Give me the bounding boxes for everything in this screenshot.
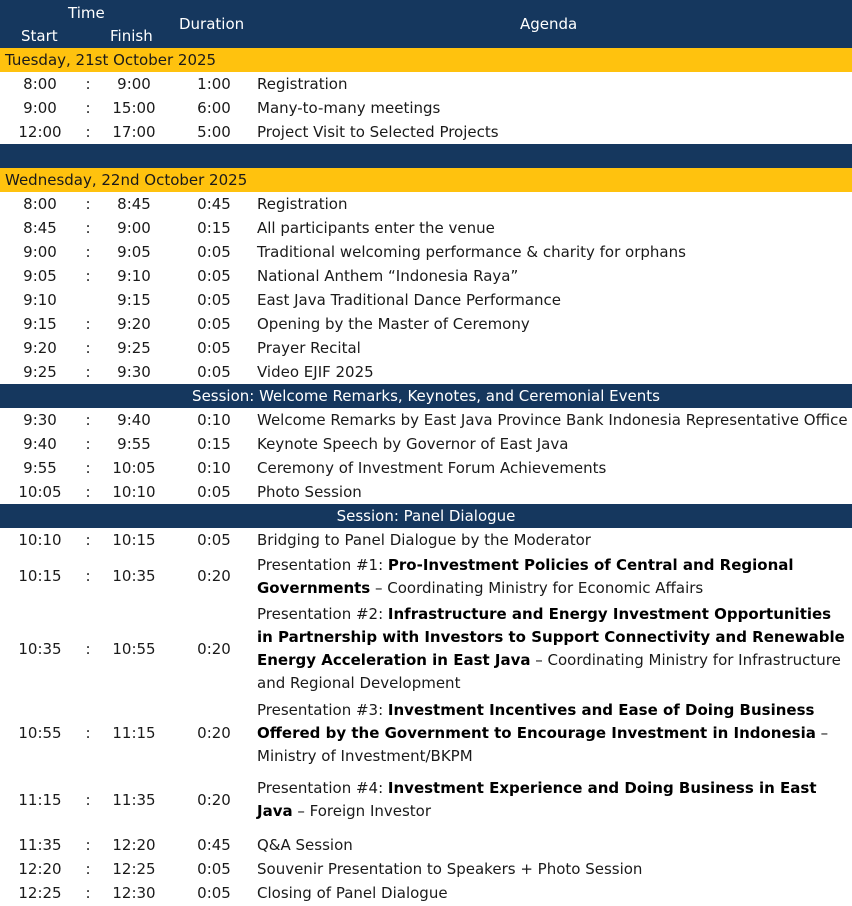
time-header: Time bbox=[68, 4, 105, 22]
finish-time: 15:00 bbox=[112, 98, 156, 117]
duration: 0:10 bbox=[197, 458, 231, 477]
finish-time: 10:15 bbox=[112, 530, 156, 549]
duration: 0:05 bbox=[197, 242, 231, 261]
finish-time: 9:10 bbox=[117, 266, 151, 285]
start-time: 11:35 bbox=[18, 835, 62, 854]
table-header bbox=[0, 0, 852, 48]
finish-time: 9:20 bbox=[117, 314, 151, 333]
finish-time: 9:05 bbox=[117, 242, 151, 261]
duration: 0:05 bbox=[197, 530, 231, 549]
time-separator: : bbox=[85, 122, 91, 141]
agenda-text: Closing of Panel Dialogue bbox=[257, 883, 448, 902]
presentation-presenter: – Coordinating Ministry for Infrastructure and Regional Development bbox=[257, 651, 841, 692]
finish-time: 9:00 bbox=[117, 74, 151, 93]
agenda-text bbox=[257, 769, 852, 831]
finish-time: 9:25 bbox=[117, 338, 151, 357]
session-title: Session: Welcome Remarks, Keynotes, and Ceremonial Events bbox=[192, 386, 660, 405]
presentation-presenter: – Coordinating Ministry for Economic Affairs bbox=[370, 578, 704, 597]
finish-time: 9:00 bbox=[117, 218, 151, 237]
table-row bbox=[0, 769, 852, 831]
table-row bbox=[0, 240, 852, 264]
start-time: 10:15 bbox=[18, 567, 62, 585]
agenda-text: Many-to-many meetings bbox=[257, 98, 441, 117]
time-separator: : bbox=[85, 458, 91, 477]
duration: 0:15 bbox=[197, 434, 231, 453]
table-row bbox=[0, 288, 852, 312]
start-time: 10:55 bbox=[18, 723, 62, 742]
presentation-label: Presentation #4: bbox=[257, 779, 388, 797]
finish-time: 9:40 bbox=[117, 410, 151, 429]
finish-time: 11:15 bbox=[112, 723, 156, 742]
duration: 1:00 bbox=[197, 74, 231, 93]
time-separator: : bbox=[85, 530, 91, 549]
finish-time: 10:35 bbox=[112, 567, 156, 585]
session-title: Session: Panel Dialogue bbox=[336, 506, 516, 525]
presentation-title: Investment Incentives and Ease of Doing Business Offered by the Government to Encourage Investment in Indonesia bbox=[257, 700, 816, 742]
duration: 0:45 bbox=[197, 194, 231, 213]
duration: 0:10 bbox=[197, 410, 231, 429]
finish-time: 10:55 bbox=[112, 639, 156, 658]
time-separator: : bbox=[85, 242, 91, 261]
finish-time: 10:05 bbox=[112, 458, 156, 477]
time-separator: : bbox=[85, 434, 91, 453]
duration: 6:00 bbox=[197, 98, 231, 117]
time-separator: : bbox=[85, 266, 91, 285]
session-header-welcome bbox=[0, 384, 852, 408]
start-time: 10:10 bbox=[18, 530, 62, 549]
finish-time: 11:35 bbox=[112, 790, 156, 809]
time-separator: : bbox=[85, 859, 91, 878]
start-time: 9:05 bbox=[23, 266, 57, 285]
time-separator: : bbox=[85, 482, 91, 501]
table-row bbox=[0, 312, 852, 336]
finish-time: 12:30 bbox=[112, 883, 156, 902]
date-row-day1 bbox=[0, 48, 852, 72]
start-time: 9:55 bbox=[23, 458, 57, 477]
duration: 0:05 bbox=[197, 314, 231, 333]
start-time: 11:15 bbox=[18, 790, 62, 809]
agenda-text: Registration bbox=[257, 74, 348, 93]
time-separator: : bbox=[85, 790, 91, 809]
duration: 0:05 bbox=[197, 859, 231, 878]
table-row bbox=[0, 264, 852, 288]
start-time: 10:05 bbox=[18, 482, 62, 501]
start-time: 12:20 bbox=[18, 859, 62, 878]
agenda-text: Keynote Speech by Governor of East Java bbox=[257, 434, 569, 453]
agenda-text: Ceremony of Investment Forum Achievements bbox=[257, 458, 607, 477]
table-row bbox=[0, 881, 852, 905]
duration: 0:05 bbox=[197, 883, 231, 902]
start-time: 9:30 bbox=[23, 410, 57, 429]
date-row-day2 bbox=[0, 168, 852, 192]
agenda-text: Photo Session bbox=[257, 482, 362, 501]
table-row bbox=[0, 96, 852, 120]
table-row bbox=[0, 72, 852, 96]
time-separator: : bbox=[85, 883, 91, 902]
agenda-text: East Java Traditional Dance Performance bbox=[257, 290, 561, 309]
presentation-title: Infrastructure and Energy Investment Opportunities in Partnership with Investors to Support Connectivity and Renewable Energy Acceleration in East Java bbox=[257, 605, 845, 669]
agenda-text: Opening by the Master of Ceremony bbox=[257, 314, 530, 333]
start-time: 8:00 bbox=[23, 194, 57, 213]
time-separator: : bbox=[85, 835, 91, 854]
start-time: 9:15 bbox=[23, 314, 57, 333]
table-row bbox=[0, 432, 852, 456]
finish-header: Finish bbox=[110, 27, 153, 45]
session-header-panel bbox=[0, 504, 852, 528]
start-time: 9:10 bbox=[23, 290, 57, 309]
agenda-header: Agenda bbox=[520, 15, 578, 33]
start-time: 12:00 bbox=[18, 122, 62, 141]
start-header: Start bbox=[21, 27, 58, 45]
start-time: 9:00 bbox=[23, 242, 57, 261]
time-separator: : bbox=[85, 639, 91, 658]
time-separator bbox=[80, 288, 96, 312]
table-row bbox=[0, 216, 852, 240]
table-row bbox=[0, 408, 852, 432]
presentation-label: Presentation #3: bbox=[257, 700, 388, 719]
time-separator: : bbox=[85, 194, 91, 213]
duration: 0:05 bbox=[197, 362, 231, 381]
time-separator: : bbox=[85, 723, 91, 742]
time-separator: : bbox=[85, 567, 91, 585]
duration: 0:15 bbox=[197, 218, 231, 237]
agenda-text: National Anthem “Indonesia Raya” bbox=[257, 266, 519, 285]
duration: 0:20 bbox=[197, 790, 231, 809]
start-time: 9:40 bbox=[23, 434, 57, 453]
table-row bbox=[0, 480, 852, 504]
duration: 5:00 bbox=[197, 122, 231, 141]
presentation-presenter: – Foreign Investor bbox=[292, 802, 432, 820]
time-separator: : bbox=[85, 362, 91, 381]
duration: 0:45 bbox=[197, 835, 231, 854]
time-separator: : bbox=[85, 314, 91, 333]
duration: 0:05 bbox=[197, 290, 231, 309]
table-row bbox=[0, 360, 852, 384]
start-time: 9:25 bbox=[23, 362, 57, 381]
day-divider bbox=[0, 144, 852, 168]
agenda-text: All participants enter the venue bbox=[257, 218, 495, 237]
table-row bbox=[0, 120, 852, 144]
finish-time: 9:30 bbox=[117, 362, 151, 381]
start-time: 9:00 bbox=[23, 98, 57, 117]
table-row bbox=[0, 552, 852, 601]
agenda-text: Bridging to Panel Dialogue by the Moderator bbox=[257, 530, 591, 549]
date-label: Tuesday, 21st October 2025 bbox=[5, 50, 217, 69]
duration: 0:20 bbox=[197, 723, 231, 742]
table-row bbox=[0, 456, 852, 480]
start-time: 8:45 bbox=[23, 218, 57, 237]
agenda-text: Souvenir Presentation to Speakers + Photo Session bbox=[257, 859, 643, 878]
agenda-text bbox=[257, 552, 852, 601]
agenda-text: Prayer Recital bbox=[257, 338, 361, 357]
start-time: 8:00 bbox=[23, 74, 57, 93]
agenda-text: Video EJIF 2025 bbox=[257, 362, 374, 381]
finish-time: 9:15 bbox=[117, 290, 151, 309]
finish-time: 12:25 bbox=[112, 859, 156, 878]
duration-header: Duration bbox=[179, 15, 245, 33]
table-row bbox=[0, 336, 852, 360]
duration: 0:05 bbox=[197, 266, 231, 285]
start-time: 12:25 bbox=[18, 883, 62, 902]
duration: 0:20 bbox=[197, 639, 231, 658]
agenda-text: Q&A Session bbox=[257, 835, 353, 854]
duration: 0:20 bbox=[197, 567, 231, 585]
finish-time: 10:10 bbox=[112, 482, 156, 501]
start-time: 10:35 bbox=[18, 639, 62, 658]
duration: 0:05 bbox=[197, 338, 231, 357]
table-row bbox=[0, 697, 852, 769]
start-time: 9:20 bbox=[23, 338, 57, 357]
table-row bbox=[0, 192, 852, 216]
agenda-text: Project Visit to Selected Projects bbox=[257, 122, 499, 141]
presentation-label: Presentation #1: bbox=[257, 555, 388, 574]
agenda-text bbox=[257, 697, 852, 769]
table-row bbox=[0, 528, 852, 552]
time-separator: : bbox=[85, 74, 91, 93]
agenda-text bbox=[257, 601, 852, 697]
time-separator: : bbox=[85, 98, 91, 117]
time-separator: : bbox=[85, 410, 91, 429]
presentation-title: Pro-Investment Policies of Central and Regional Governments bbox=[257, 555, 794, 597]
finish-time: 17:00 bbox=[112, 122, 156, 141]
table-row bbox=[0, 601, 852, 697]
agenda-text: Traditional welcoming performance & charity for orphans bbox=[257, 242, 686, 261]
agenda-text: Registration bbox=[257, 194, 348, 213]
time-separator: : bbox=[85, 338, 91, 357]
table-row bbox=[0, 857, 852, 881]
presentation-presenter: – Ministry of Investment/BKPM bbox=[257, 723, 829, 765]
table-row bbox=[0, 833, 852, 857]
presentation-label: Presentation #2: bbox=[257, 605, 388, 623]
agenda-text: Welcome Remarks by East Java Province Bank Indonesia Representative Office bbox=[257, 410, 848, 429]
date-label: Wednesday, 22nd October 2025 bbox=[5, 170, 248, 189]
duration: 0:05 bbox=[197, 482, 231, 501]
presentation-title: Investment Experience and Doing Business in East Java bbox=[257, 779, 817, 820]
finish-time: 9:55 bbox=[117, 434, 151, 453]
finish-time: 8:45 bbox=[117, 194, 151, 213]
finish-time: 12:20 bbox=[112, 835, 156, 854]
time-separator: : bbox=[85, 218, 91, 237]
